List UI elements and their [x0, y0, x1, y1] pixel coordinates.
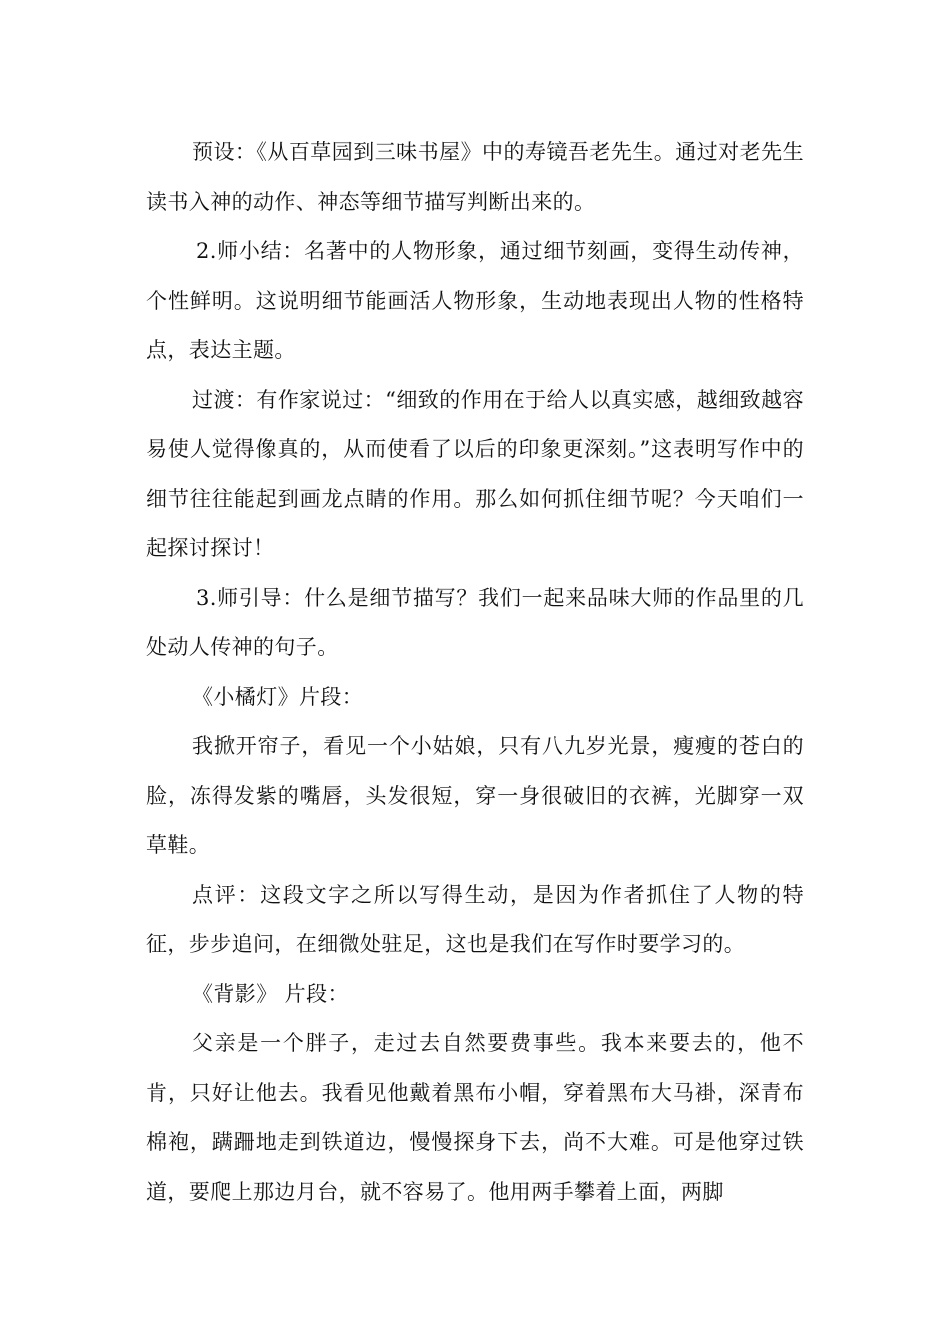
heading-little-orange-lamp-excerpt: 《小橘灯》片段： — [192, 684, 364, 709]
paragraph-teacher-guidance: 3.师引导：什么是细节描写？我们一起来品味大师的作品里的几处动人传神的句子。 — [146, 585, 804, 659]
paragraph-teacher-summary: 2.师小结：名著中的人物形象，通过细节刻画，变得生动传神，个性鲜明。这说明细节能画活人物形象，生动地表现出人物的性格特点，表达主题。 — [146, 239, 804, 362]
paragraph-back-view-text: 父亲是一个胖子，走过去自然要费事些。我本来要去的，他不肯，只好让他去。我看见他戴着黑布小帽，穿着黑布大马褂，深青布棉袍，蹒跚地走到铁道边，慢慢探身下去，尚不大难。可是他穿过铁道，要爬上那边月台，就不容易了。他用两手攀着上面，两脚 — [146, 1031, 804, 1204]
paragraph-little-orange-lamp-text: 我掀开帘子，看见一个小姑娘，只有八九岁光景，瘦瘦的苍白的脸，冻得发紫的嘴唇，头发很短，穿一身很破旧的衣裤，光脚穿一双草鞋。 — [146, 734, 804, 857]
paragraph-transition: 过渡：有作家说过：“细致的作用在于给人以真实感，越细致越容易使人觉得像真的，从而使看了以后的印象更深刻。”这表明写作中的细节往往能起到画龙点睛的作用。那么如何抓住细节呢？今天咱们一起探讨探讨！ — [146, 387, 804, 560]
paragraph-preset-answer: 预设：《从百草园到三味书屋》中的寿镜吾老先生。通过对老先生读书入神的动作、神态等细节描写判断出来的。 — [146, 140, 804, 214]
heading-back-view-excerpt: 《背影》 片段： — [192, 981, 349, 1006]
paragraph-comment: 点评：这段文字之所以写得生动，是因为作者抓住了人物的特征，步步追问，在细微处驻足，这也是我们在写作时要学习的。 — [146, 882, 804, 956]
document-page — [146, 128, 804, 1217]
